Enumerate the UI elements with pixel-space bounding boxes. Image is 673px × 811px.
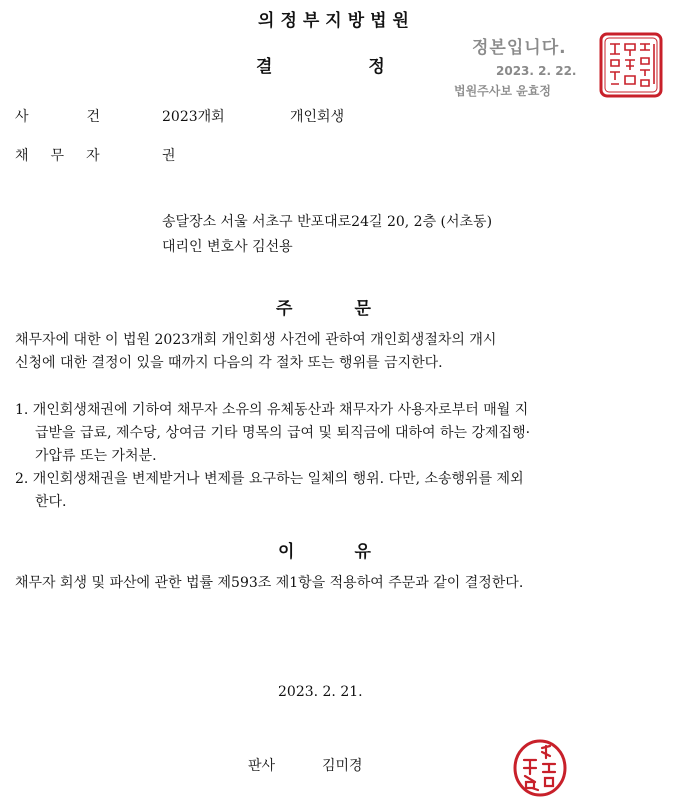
judge-name: 김미경 [322,758,363,774]
order-item-1-line-2: 급받을 급료, 제수당, 상여금 기타 명목의 급여 및 퇴직금에 대하여 하는 강제집행· [35,425,531,441]
court-name: 의정부지방법원 [258,11,415,31]
attorney: 대리인 변호사 김선용 [162,239,293,255]
case-name: 개인회생 [290,109,345,125]
document-title [256,52,385,77]
judge-role: 판사 [248,758,276,774]
order-item-2-line-2: 한다. [35,494,67,510]
reason-heading: 이 유 [278,542,371,562]
order-heading: 주 문 [276,299,371,319]
case-number: 2023개회 [162,109,225,125]
court-seal-icon [599,32,663,98]
case-label: 사 건 [15,109,101,125]
document-title-char-2: 정 [368,57,385,77]
reason-text: 채무자 회생 및 파산에 관한 법률 제593조 제1항을 적용하여 주문과 같이 결정한다. [15,575,524,591]
order-intro-line-2: 신청에 대한 결정이 있을 때까지 다음의 각 절차 또는 행위를 금지한다. [15,355,443,371]
order-item-2-line-1: 2. 개인회생채권을 변제받거나 변제를 요구하는 일체의 행위. 다만, 소송행위를 제외 [15,471,524,487]
decision-date: 2023. 2. 21. [278,684,363,700]
debtor-name: 권 [162,148,176,164]
certified-copy-date: 2023. 2. 22. [496,64,577,78]
service-address: 송달장소 서울 서초구 반포대로24길 20, 2층 (서초동) [162,214,493,230]
debtor-label: 채 무 자 [15,148,100,164]
order-item-1-line-3: 가압류 또는 가처분. [35,448,157,464]
order-item-1-line-1: 1. 개인회생채권에 기하여 채무자 소유의 유체동산과 채무자가 사용자로부터 매월 지 [15,402,529,418]
document-title-char-1: 결 [256,57,273,77]
certified-copy-label: 정본입니다. [472,38,567,58]
order-intro-line-1: 채무자에 대한 이 법원 2023개회 개인회생 사건에 관하여 개인회생절차의 개시 [15,332,497,348]
certified-copy-clerk: 법원주사보 윤효정 [454,84,551,98]
judge-seal-icon [512,738,568,798]
